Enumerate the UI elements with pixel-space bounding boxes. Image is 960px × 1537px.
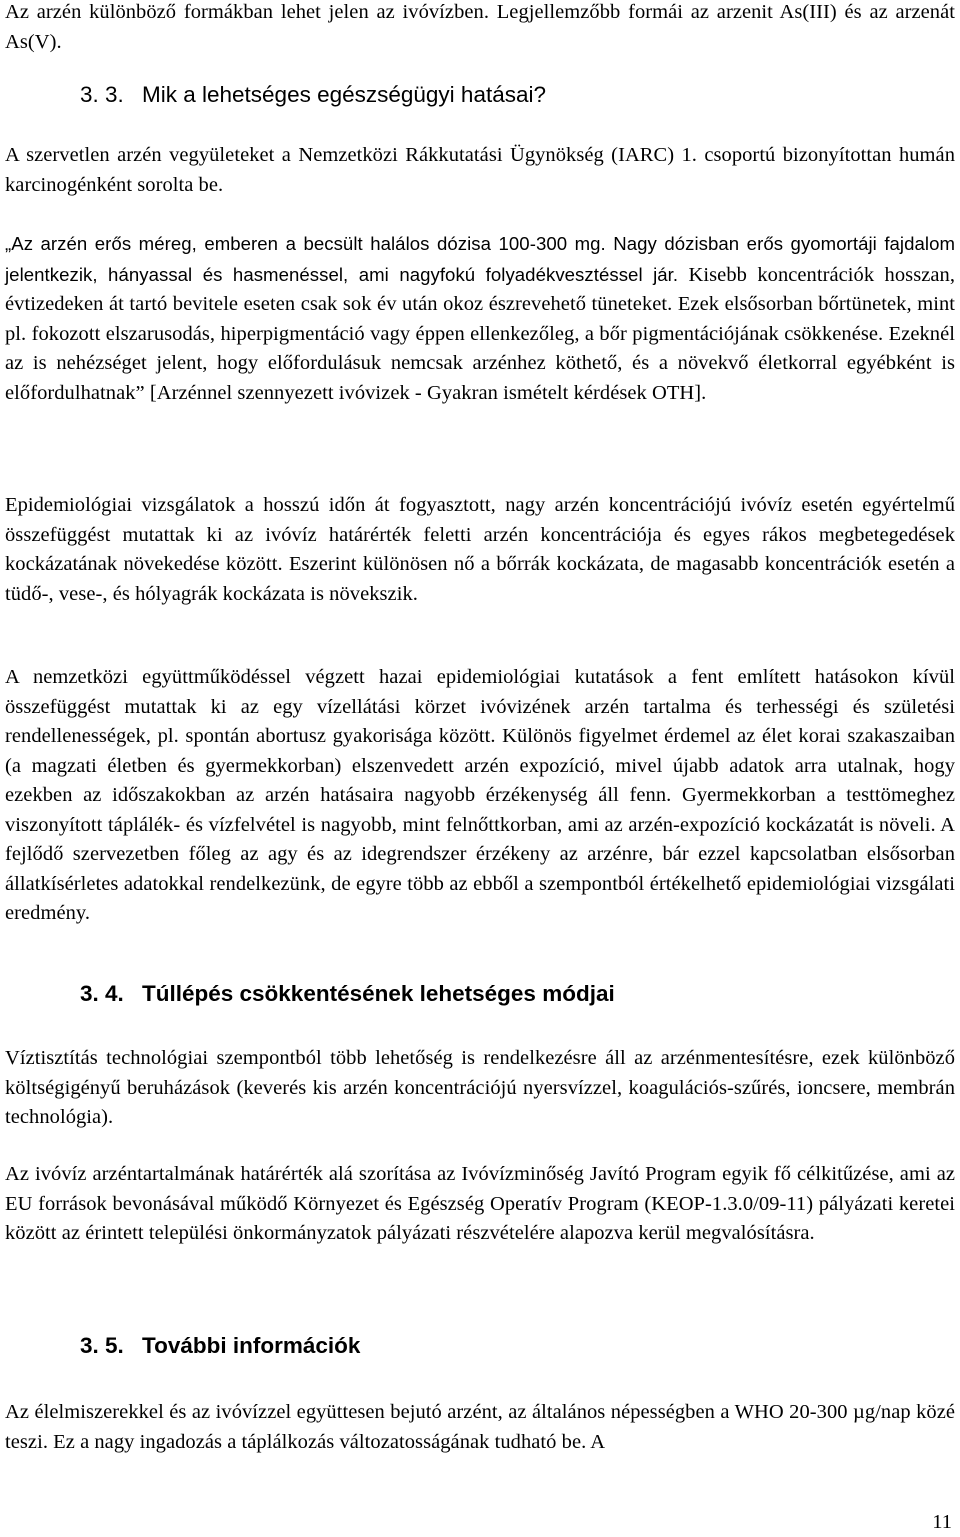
paragraph-program: Az ivóvíz arzéntartalmának határérték alá szorítása az Ivóvízminőség Javító Program egyik fő célkitűzése, ami az EU források bevonásával működő Környezet és Egészség Operatív Program (KEOP-1.3.0/09-11) pályázati keretei között az érintett települési önkormányzatok pályázati részvételére alapozva kerül megvalósításra. [5,1163,955,1244]
paragraph-who-intake: Az élelmiszerekkel és az ivóvízzel együttesen bejutó arzént, az általános népességben a WHO 20-300 µg/nap közé teszi. Ez a nagy ingadozás a táplálkozás változatosságának tudható be. A [5,1401,955,1453]
quote-sans-part: „Az arzén erős méreg, emberen a becsült halálos dózisa 100-300 mg. Nagy dózisban erős gyomortáji fajdalom jelentkezik, hányassal és hasmenéssel, ami nagyfokú folyadékvesztéssel jár. [5,233,955,285]
heading-3-3-text: Mik a lehetséges egészségügyi hatásai? [142,82,547,107]
paragraph-quote [5,229,955,408]
heading-3-5-number: 3. 5. [80,1333,124,1358]
heading-3-4-text: Túllépés csökkentésének lehetséges módjai [142,981,615,1006]
paragraph-epidemiology: Epidemiológiai vizsgálatok a hosszú időn át fogyasztott, nagy arzén koncentrációjú ivóvíz esetén egyértelmű összefüggést mutattak ki az ivóvíz határérték feletti arzén koncentrációja és egyes rákos megbetegedések kockázatának növekedése között. Eszerint különösen nő a bőrrák kockázata, de magasabb koncentrációk esetén a tüdő-, vese-, és hólyagrák kockázata is növekszik. [5,494,955,605]
heading-3-5-text: További információk [142,1333,361,1358]
quote-serif-part: Kisebb koncentrációk hosszan, évtizedeken át tartó bevitele eseten csak sok év után okoz észrevehető tüneteket. Ezek elsősorban bőrtünetek, mint pl. fokozott elszarusodás, hiperpigmentáció vagy éppen ellenkezőleg, a bőr pigmentációjának csökkenése. Ezeknél az is nehézséget jelent, hogy előfordulásuk nemcsak arzénhez köthető, és a növekvő életkorral egyébként is előfordulhatnak” [Arzénnel szennyezett ivóvizek - Gyakran ismételt kérdések OTH]. [5,263,955,404]
paragraph-international-research: A nemzetközi együttműködéssel végzett hazai epidemiológiai kutatások a fent említett hatásokon kívül összefüggést mutattak ki az egy vízellátási körzet ivóvizének arzén tartalma és terhességi és születési rendellenességek, pl. spontán abortusz gyakorisága között. Különös figyelmet érdemel az élet korai szakaszaiban (a magzati életben és gyermekkorban) elszenvedett arzén expozíció, mivel újabb adatok arra utalnak, hogy ezekben az időszakokban az arzén hatásaira nagyobb érzékenység áll fenn. Gyermekkorban a testtömeghez viszonyított táplálék- és vízfelvétel is nagyobb, mint felnőttkorban, ami az arzén-expozíció kockázatát is növeli. A fejlődő szervezetben főleg az agy és az idegrendszer érzékeny az arzénre, bár ezzel kapcsolatban elsősorban állatkísérletes adatokkal rendelkezünk, de egyre több az ebből a szempontból értékelhető epidemiológiai vizsgálati eredmény. [5,666,955,924]
heading-3-5 [80,1331,360,1361]
heading-3-4 [80,979,615,1009]
heading-3-3-number: 3. 3. [80,82,124,107]
paragraph-iarc: A szervetlen arzén vegyületeket a Nemzetközi Rákkutatási Ügynökség (IARC) 1. csoportú bizonyítottan humán karcinogénként sorolta be. [5,144,955,196]
paragraph-water-treatment: Víztisztítás technológiai szempontból több lehetőség is rendelkezésre áll az arzénmentesítésre, ezek különböző költségigényű beruházások (keverés kis arzén koncentrációjú nyersvízzel, koagulációs-szűrés, ioncsere, membrán technológia). [5,1047,955,1128]
paragraph-arsenic-forms: Az arzén különböző formákban lehet jelen az ivóvízben. Legjellemzőbb formái az arzenit As(III) és az arzenát As(V). [5,1,955,53]
heading-3-3 [80,80,546,110]
page-number: 11 [932,1511,952,1533]
heading-3-4-number: 3. 4. [80,981,124,1006]
